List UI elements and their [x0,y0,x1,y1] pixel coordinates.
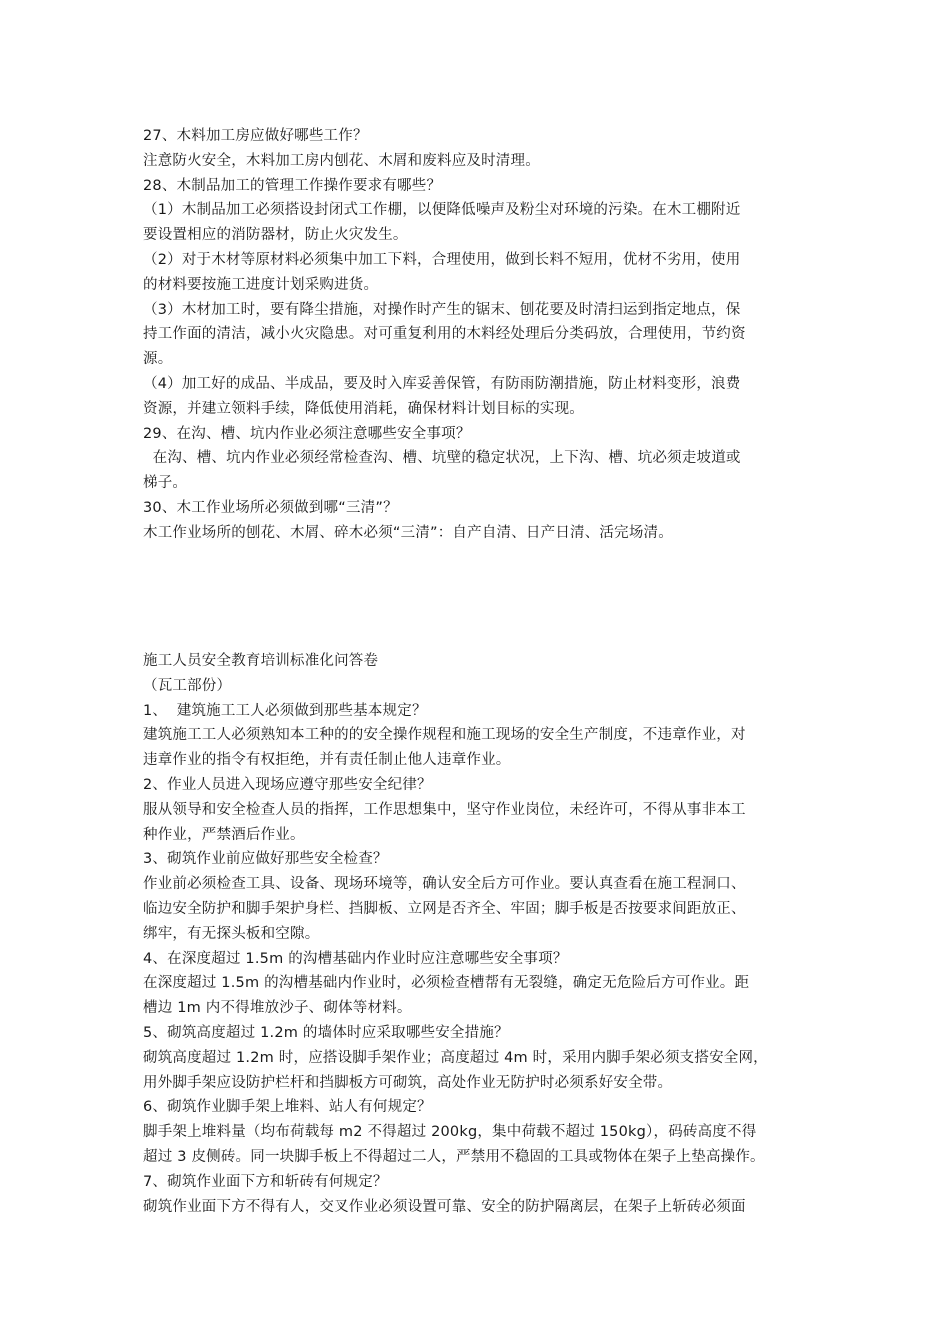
answer-4-line: 槽边 1m 内不得堆放沙子、砌体等材料。 [143,1000,412,1017]
question-27: 27、木料加工房应做好哪些工作？ [143,128,368,144]
answer-1-line: 建筑施工工人必须熟知本工种的的安全操作规程和施工现场的安全生产制度，不违章作业，对 [143,727,746,744]
answer-28-line: 的材料要按施工进度计划采购进货。 [143,276,379,293]
question-7: 7、砌筑作业面下方和斩砖有何规定？ [143,1173,388,1190]
answer-29-line: 梯子。 [143,475,188,492]
answer-28-line: 持工作面的清洁，减小火灾隐患。对可重复利用的木料经处理后分类码放，合理使用，节约资 [143,326,746,343]
answer-28-line: （3）木材加工时，要有降尘措施，对操作时产生的锯末、刨花要及时清扫运到指定地点，保 [143,301,741,318]
answer-28-line: 资源，并建立领料手续，降低使用消耗，确保材料计划目标的实现。 [143,400,584,417]
answer-5-line: 用外脚手架应设防护栏杆和挡脚板方可砌筑，高处作业无防护时必须系好安全带。 [143,1074,673,1091]
question-30: 30、木工作业场所必须做到哪“三清”？ [143,499,398,516]
answer-7-line: 砌筑作业面下方不得有人，交叉作业必须设置可靠、安全的防护隔离层，在架子上斩砖必须面 [143,1198,746,1215]
section-subtitle: （瓦工部份） [143,677,232,694]
answer-28-line: （4）加工好的成品、半成品，要及时入库妥善保管，有防雨防潮措施，防止材料变形，浪费 [143,375,741,392]
masonry-qa-section [143,649,803,1219]
question-2: 2、作业人员进入现场应遵守那些安全纪律？ [143,776,432,793]
section-title: 施工人员安全教育培训标准化问答卷 [143,653,379,669]
answer-27: 注意防火安全，木料加工房内刨花、木屑和废料应及时清理。 [143,152,540,169]
question-6: 6、砌筑作业脚手架上堆料、站人有何规定？ [143,1099,432,1116]
answer-4-line: 在深度超过 1.5m 的沟槽基础内作业时，必须检查槽帮有无裂缝，确定无危险后方可作业。距 [143,975,750,992]
answer-28-line: 要设置相应的消防器材，防止火灾发生。 [143,227,408,244]
question-28: 28、木制品加工的管理工作操作要求有哪些？ [143,177,442,194]
question-1: 1、 建筑施工工人必须做到那些基本规定？ [143,702,427,719]
question-4: 4、在深度超过 1.5m 的沟槽基础内作业时应注意哪些安全事项？ [143,950,568,967]
question-3: 3、砌筑作业前应做好那些安全检查？ [143,851,388,868]
answer-1-line: 违章作业的指令有权拒绝，并有责任制止他人违章作业。 [143,752,511,769]
answer-2-line: 服从领导和安全检查人员的指挥，工作思想集中，坚守作业岗位，未经许可，不得从事非本工 [143,801,746,818]
woodwork-qa-section [143,124,803,546]
question-29: 29、在沟、槽、坑内作业必须注意哪些安全事项？ [143,425,471,442]
answer-3-line: 临边安全防护和脚手架护身栏、挡脚板、立网是否齐全、牢固；脚手板是否按要求间距放正、 [143,900,746,917]
answer-2-line: 种作业，严禁酒后作业。 [143,826,305,843]
answer-3-line: 作业前必须检查工具、设备、现场环境等，确认安全后方可作业。要认真查看在施工程洞口、 [143,876,746,893]
question-5: 5、砌筑高度超过 1.2m 的墙体时应采取哪些安全措施？ [143,1024,509,1041]
answer-6-line: 脚手架上堆料量（均布荷载每 m2 不得超过 200kg，集中荷载不超过 150kg），码砖高度不得 [143,1124,757,1141]
answer-28-line: （2）对于木材等原材料必须集中加工下料，合理使用，做到长料不短用，优材不劣用，使用 [143,251,741,268]
answer-5-line: 砌筑高度超过 1.2m 时，应搭设脚手架作业；高度超过 4m 时，采用内脚手架必须支搭安全网， [143,1049,768,1066]
answer-28-line: 源。 [143,351,173,368]
answer-28-line: （1）木制品加工必须搭设封闭式工作棚，以便降低噪声及粉尘对环境的污染。在木工棚附近 [143,202,741,219]
answer-3-line: 绑牢，有无探头板和空隙。 [143,925,320,942]
answer-29-line: 在沟、槽、坑内作业必须经常检查沟、槽、坑壁的稳定状况，上下沟、槽、坑必须走坡道或 [143,450,741,467]
answer-6-line: 超过 3 皮侧砖。同一块脚手板上不得超过二人，严禁用不稳固的工具或物体在架子上垫高操作。 [143,1148,765,1165]
answer-30: 木工作业场所的刨花、木屑、碎木必须“三清”：自产自清、日产日清、活完场清。 [143,524,673,541]
